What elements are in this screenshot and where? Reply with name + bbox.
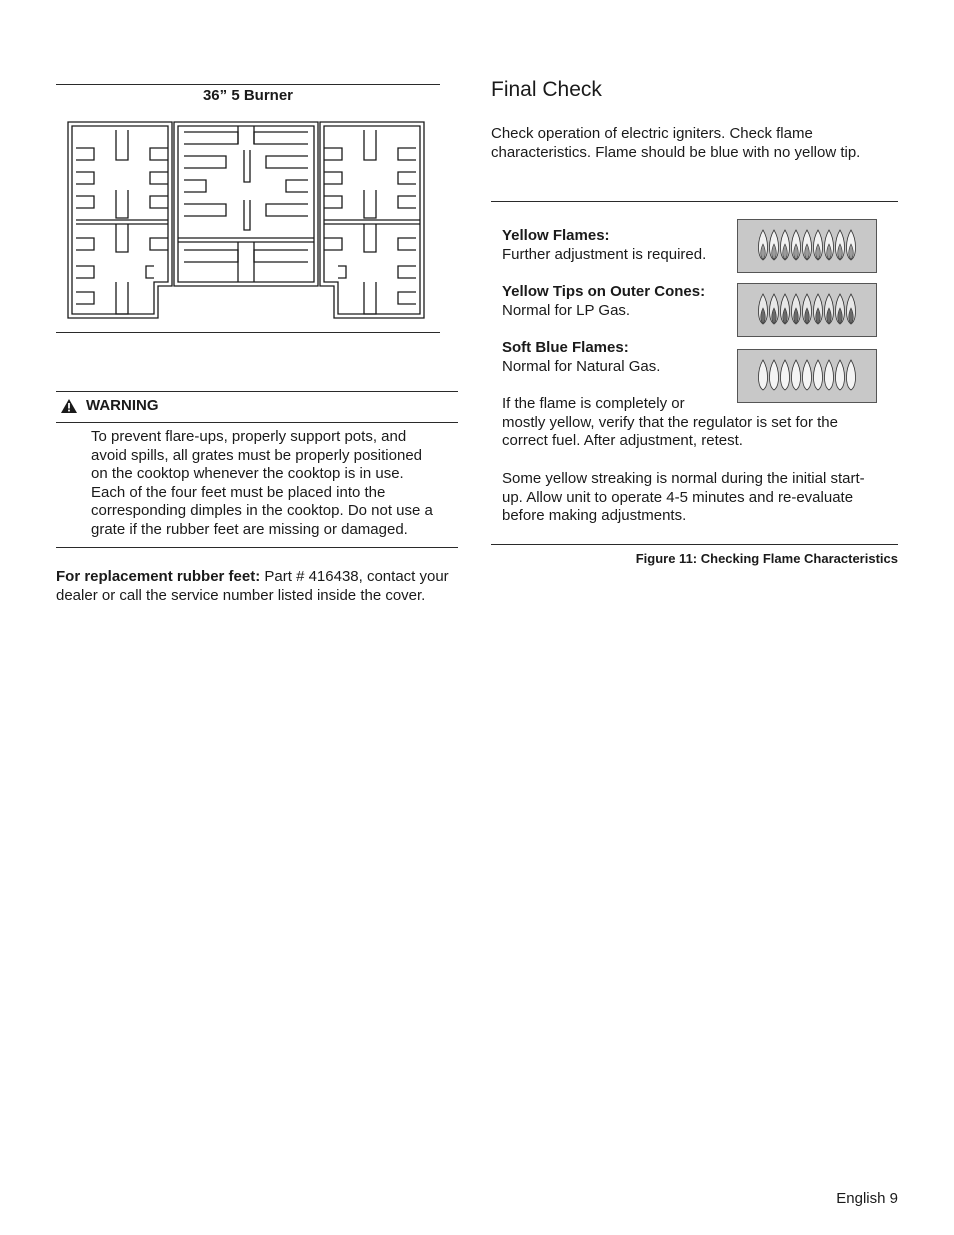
warning-line: Each of the four feet must be placed into the (91, 483, 386, 501)
streaking-line: up. Allow unit to operate 4-5 minutes and re-evaluate (502, 488, 854, 506)
grate-figure-title: 36” 5 Burner (202, 87, 294, 104)
right-grate (320, 122, 424, 318)
flame-outer (770, 360, 779, 390)
flame-figure-top-rule (491, 201, 898, 202)
flame-entry-yellow-tips (502, 283, 705, 320)
flame-row (757, 358, 857, 394)
flame-outer (825, 360, 834, 390)
regulator-line: If the flame is completely or (502, 395, 685, 412)
regulator-line: correct fuel. After adjustment, retest. (502, 432, 743, 450)
grate-figure-top-rule (56, 84, 440, 85)
flame-desc: Normal for Natural Gas. (502, 357, 661, 375)
final-check-heading: Final Check (491, 78, 602, 101)
regulator-paragraph (502, 395, 902, 451)
flame-desc: Further adjustment is required. (502, 245, 707, 263)
flame-outer (781, 360, 790, 390)
flame-outer (847, 360, 856, 390)
warning-line: corresponding dimples in the cooktop. Do not use a (91, 502, 433, 520)
flame-outer (814, 360, 823, 390)
replacement-text-line2: dealer or call the service number listed inside the cover. (56, 586, 426, 604)
warning-header-rule (56, 422, 458, 423)
intro-line: characteristics. Flame should be blue with no yellow tip. (491, 143, 861, 161)
warning-bottom-rule (56, 547, 458, 548)
flame-title: Soft Blue Flames: (502, 339, 629, 356)
warning-line: avoid spills, all grates must be properly positioned (91, 446, 423, 464)
streaking-line: before making adjustments. (502, 507, 687, 525)
replacement-text: Part # 416438, contact your (260, 568, 449, 585)
warning-triangle-icon (60, 398, 78, 414)
warning-text (91, 428, 459, 540)
flame-row (757, 292, 857, 328)
yellow-tips-flames-illustration (737, 283, 877, 337)
flame-entry-yellow (502, 227, 706, 264)
final-check-intro (491, 125, 901, 162)
figure-11-caption: Figure 11: Checking Flame Characteristics (635, 551, 898, 566)
warning-top-rule (56, 391, 458, 392)
page-number: English 9 (836, 1190, 898, 1207)
flame-entry-soft-blue (502, 339, 660, 376)
streaking-line: Some yellow streaking is normal during the initial start- (502, 470, 865, 487)
replacement-label: For replacement rubber feet: (56, 568, 261, 585)
yellow-flames-illustration (737, 219, 877, 273)
flame-desc: Normal for LP Gas. (502, 301, 631, 319)
intro-line: Check operation of electric igniters. Check flame (491, 125, 813, 142)
flame-outer (803, 360, 812, 390)
flame-title: Yellow Tips on Outer Cones: (502, 283, 706, 300)
grate-figure-bottom-rule (56, 332, 440, 333)
replacement-feet-paragraph (56, 568, 466, 605)
flame-outer (836, 360, 845, 390)
streaking-paragraph (502, 470, 902, 526)
warning-line: on the cooktop whenever the cooktop is in use. (91, 465, 404, 483)
warning-label: WARNING (86, 397, 159, 414)
flame-title: Yellow Flames: (502, 227, 610, 244)
regulator-line: mostly yellow, verify that the regulator is set for the (502, 413, 838, 431)
center-grate (174, 122, 318, 286)
grate-layout-diagram (66, 120, 428, 320)
flame-row (757, 228, 857, 264)
warning-line: To prevent flare-ups, properly support pots, and (91, 428, 407, 445)
left-grate (68, 122, 172, 318)
flame-figure-bottom-rule (491, 544, 898, 545)
warning-heading (60, 397, 159, 414)
warning-line: grate if the rubber feet are missing or damaged. (91, 520, 408, 538)
flame-outer (792, 360, 801, 390)
flame-outer (759, 360, 768, 390)
